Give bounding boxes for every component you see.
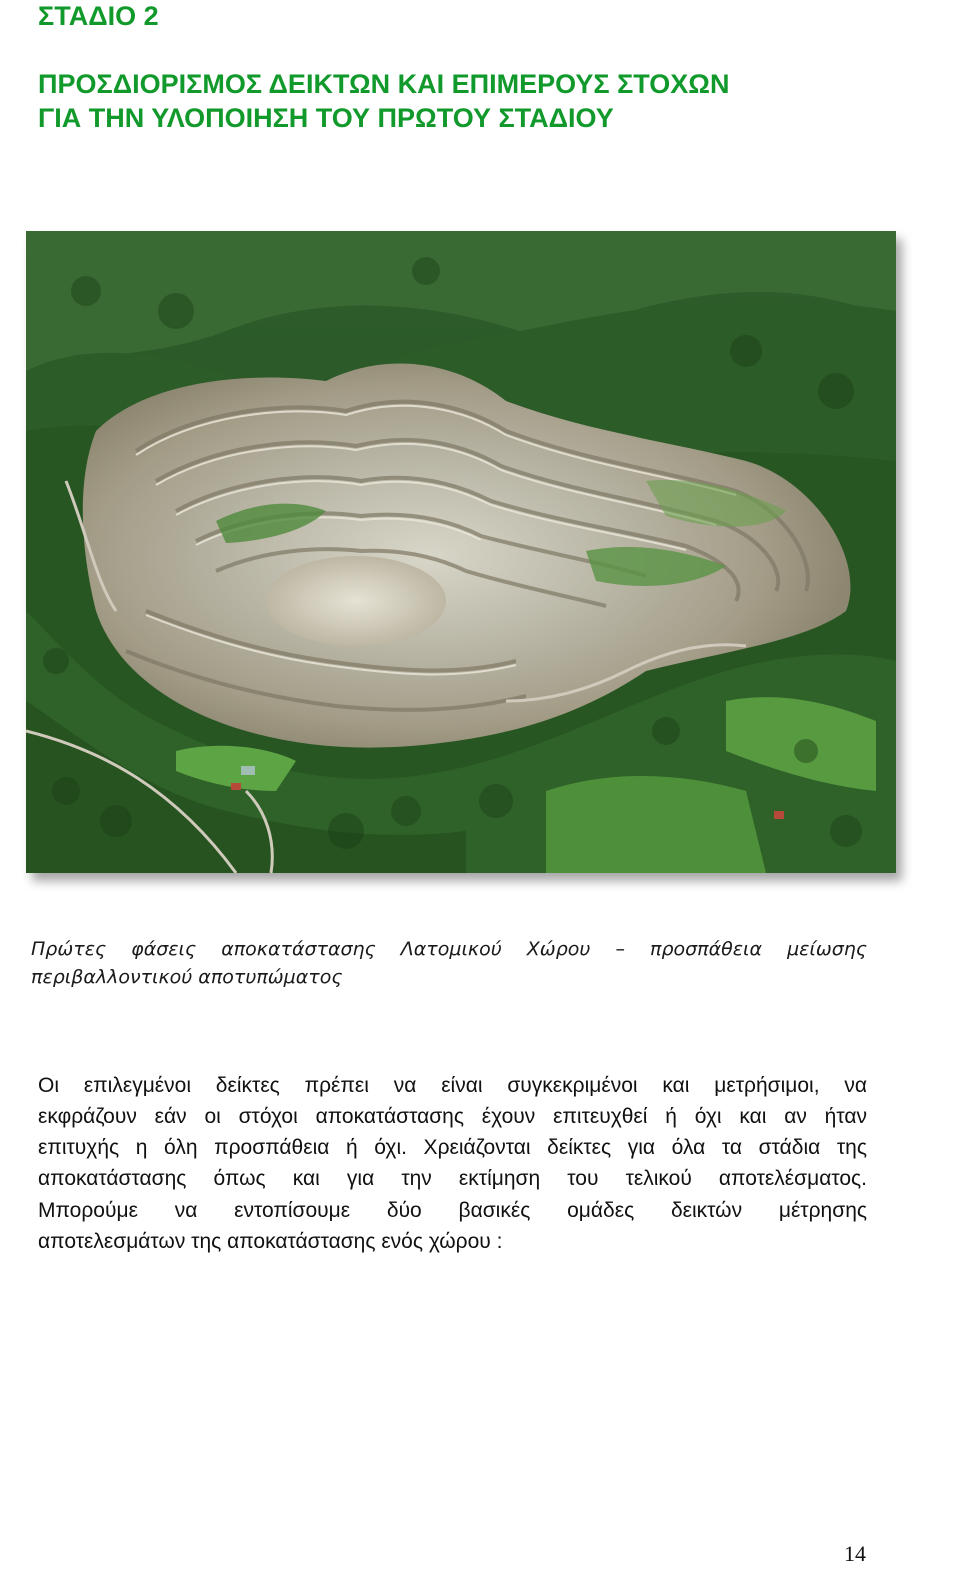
page-number: 14	[844, 1541, 866, 1566]
body-paragraph-line: επιτυχής η όλη προσπάθεια ή όχι. Χρειάζονται δείκτες για όλα τα στάδια της	[38, 1136, 867, 1159]
figure-caption-line-1: Πρώτες φάσεις αποκατάστασης Λατομικού Χώρου – προσπάθεια μείωσης	[31, 938, 867, 960]
body-paragraph-line: αποτελεσμάτων της αποκατάστασης ενός χώρου :	[38, 1230, 503, 1253]
figure-caption-line-2: περιβαλλοντικού αποτυπώματος	[31, 966, 343, 988]
quarry-aerial-photo	[26, 231, 896, 873]
section-title-line-1: ΠΡΟΣΔΙΟΡΙΣΜΟΣ ΔΕΙΚΤΩΝ ΚΑΙ ΕΠΙΜΕΡΟΥΣ ΣΤΟΧΩΝ	[38, 69, 730, 99]
body-paragraph-line: εκφράζουν εάν οι στόχοι αποκατάστασης έχουν επιτευχθεί ή όχι και αν ήταν	[38, 1105, 867, 1128]
section-title-line-2: ΓΙΑ ΤΗΝ ΥΛΟΠΟΙΗΣΗ ΤΟΥ ΠΡΩΤΟΥ ΣΤΑΔΙΟΥ	[38, 103, 614, 133]
quarry-illustration	[26, 231, 896, 873]
body-paragraph-line: αποκατάστασης όπως και για την εκτίμηση του τελικού αποτελέσματος.	[38, 1167, 867, 1190]
body-paragraph-line: Οι επιλεγμένοι δείκτες πρέπει να είναι συγκεκριμένοι και μετρήσιμοι, να	[38, 1074, 867, 1097]
stage-heading: ΣΤΑΔΙΟ 2	[38, 1, 159, 31]
body-paragraph-line: Μπορούμε να εντοπίσουμε δύο βασικές ομάδες δεικτών μέτρησης	[38, 1199, 867, 1222]
